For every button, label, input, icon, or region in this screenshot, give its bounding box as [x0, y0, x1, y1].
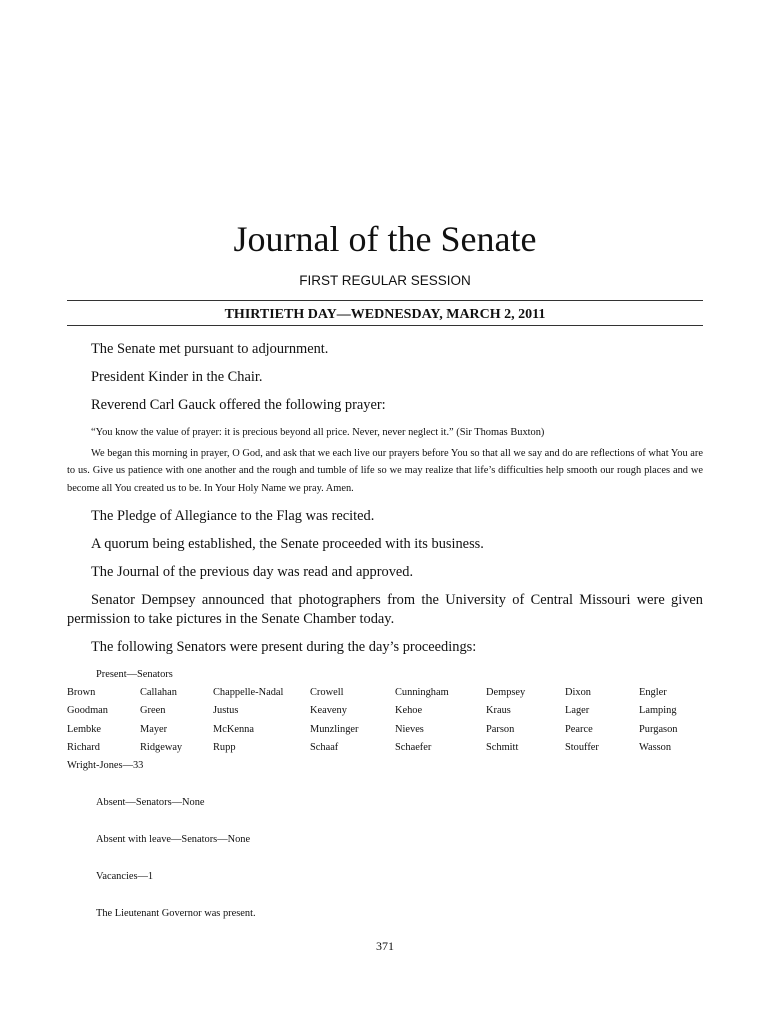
- paragraph-pledge: The Pledge of Allegiance to the Flag was recited.: [91, 508, 375, 524]
- senator-name: Pearce: [565, 723, 593, 735]
- journal-title: Journal of the Senate: [233, 219, 537, 259]
- senator-name: Chappelle-Nadal: [213, 686, 284, 698]
- paragraph-senators-present: The following Senators were present during the day’s proceedings:: [91, 639, 477, 655]
- senator-name: Lamping: [639, 705, 677, 717]
- heading-rule-bottom: [67, 325, 703, 326]
- absent-with-leave: Absent with leave—Senators—None: [96, 834, 251, 845]
- senator-name: Wasson: [639, 742, 672, 754]
- senator-name: Ridgeway: [140, 742, 183, 754]
- journal-page: [67, 0, 703, 1024]
- paragraph-journal-approved: The Journal of the previous day was read and approved.: [91, 564, 414, 580]
- senator-name: Schaaf: [310, 742, 339, 754]
- senator-name: Keaveny: [310, 705, 347, 717]
- senator-name: Munzlinger: [310, 723, 359, 735]
- senator-name: Green: [140, 705, 166, 717]
- day-heading: THIRTIETH DAY—WEDNESDAY, MARCH 2, 2011: [224, 307, 546, 322]
- senator-name: Purgason: [639, 723, 678, 735]
- senator-name: Rupp: [213, 742, 236, 754]
- senator-name: Kraus: [486, 705, 511, 717]
- paragraph-photographers: Senator Dempsey announced that photographers from the University of Central Missouri were given permission to take pictures in the Senate Chamber today.: [67, 592, 703, 627]
- senator-name: Kehoe: [395, 705, 423, 717]
- senator-name: Richard: [67, 742, 100, 754]
- senator-name: Dempsey: [486, 686, 526, 698]
- table-row: [67, 683, 703, 702]
- senator-name: Schaefer: [395, 742, 432, 754]
- senator-name: Mayer: [140, 723, 168, 735]
- senator-name: Callahan: [140, 686, 177, 698]
- senator-name: McKenna: [213, 723, 254, 735]
- prayer-quote: “You know the value of prayer: it is precious beyond all price. Never, never neglect it.” (Sir Thomas Buxton): [91, 427, 545, 438]
- paragraph-president: President Kinder in the Chair.: [91, 369, 263, 385]
- lieutenant-governor-present: The Lieutenant Governor was present.: [96, 908, 256, 919]
- senator-name: Brown: [67, 686, 96, 698]
- journal-body: [67, 340, 703, 922]
- senator-name: Engler: [639, 686, 667, 698]
- senator-name: Stouffer: [565, 742, 599, 754]
- prayer-text: We began this morning in prayer, O God, and ask that we each live our prayers before You so that all we say and do are reflections of what You are to us. Give us patience with one another and the rough and tumble of life so we may realize that life’s difficulties help smooth our rough places and we become all You created us to be. In Your Holy Name we pray. Amen.: [67, 447, 703, 494]
- senator-name: Justus: [213, 705, 239, 717]
- paragraph-prayer-intro: Reverend Carl Gauck offered the following prayer:: [91, 397, 386, 413]
- paragraph-adjournment: The Senate met pursuant to adjournment.: [91, 341, 329, 357]
- table-row: [67, 720, 703, 739]
- session-subtitle: FIRST REGULAR SESSION: [299, 273, 471, 288]
- senator-name: Schmitt: [486, 742, 519, 754]
- senator-name: Nieves: [395, 723, 424, 735]
- heading-rule-top: [67, 300, 703, 301]
- senator-name: Crowell: [310, 686, 344, 698]
- present-senators-label: Present—Senators: [96, 669, 173, 680]
- table-row: [67, 739, 703, 758]
- table-row: [67, 702, 703, 721]
- roll-call-total: Wright-Jones—33: [67, 760, 144, 771]
- senator-name: Cunningham: [395, 686, 449, 698]
- absent-senators: Absent—Senators—None: [96, 797, 205, 808]
- vacancies: Vacancies—1: [96, 871, 154, 882]
- roll-call-table: [67, 683, 703, 757]
- senator-name: Goodman: [67, 705, 108, 717]
- senator-name: Dixon: [565, 686, 591, 698]
- paragraph-quorum: A quorum being established, the Senate proceeded with its business.: [91, 536, 484, 552]
- senator-name: Lager: [565, 705, 590, 717]
- senator-name: Lembke: [67, 723, 102, 735]
- page-number: 371: [376, 939, 394, 953]
- senator-name: Parson: [486, 723, 515, 735]
